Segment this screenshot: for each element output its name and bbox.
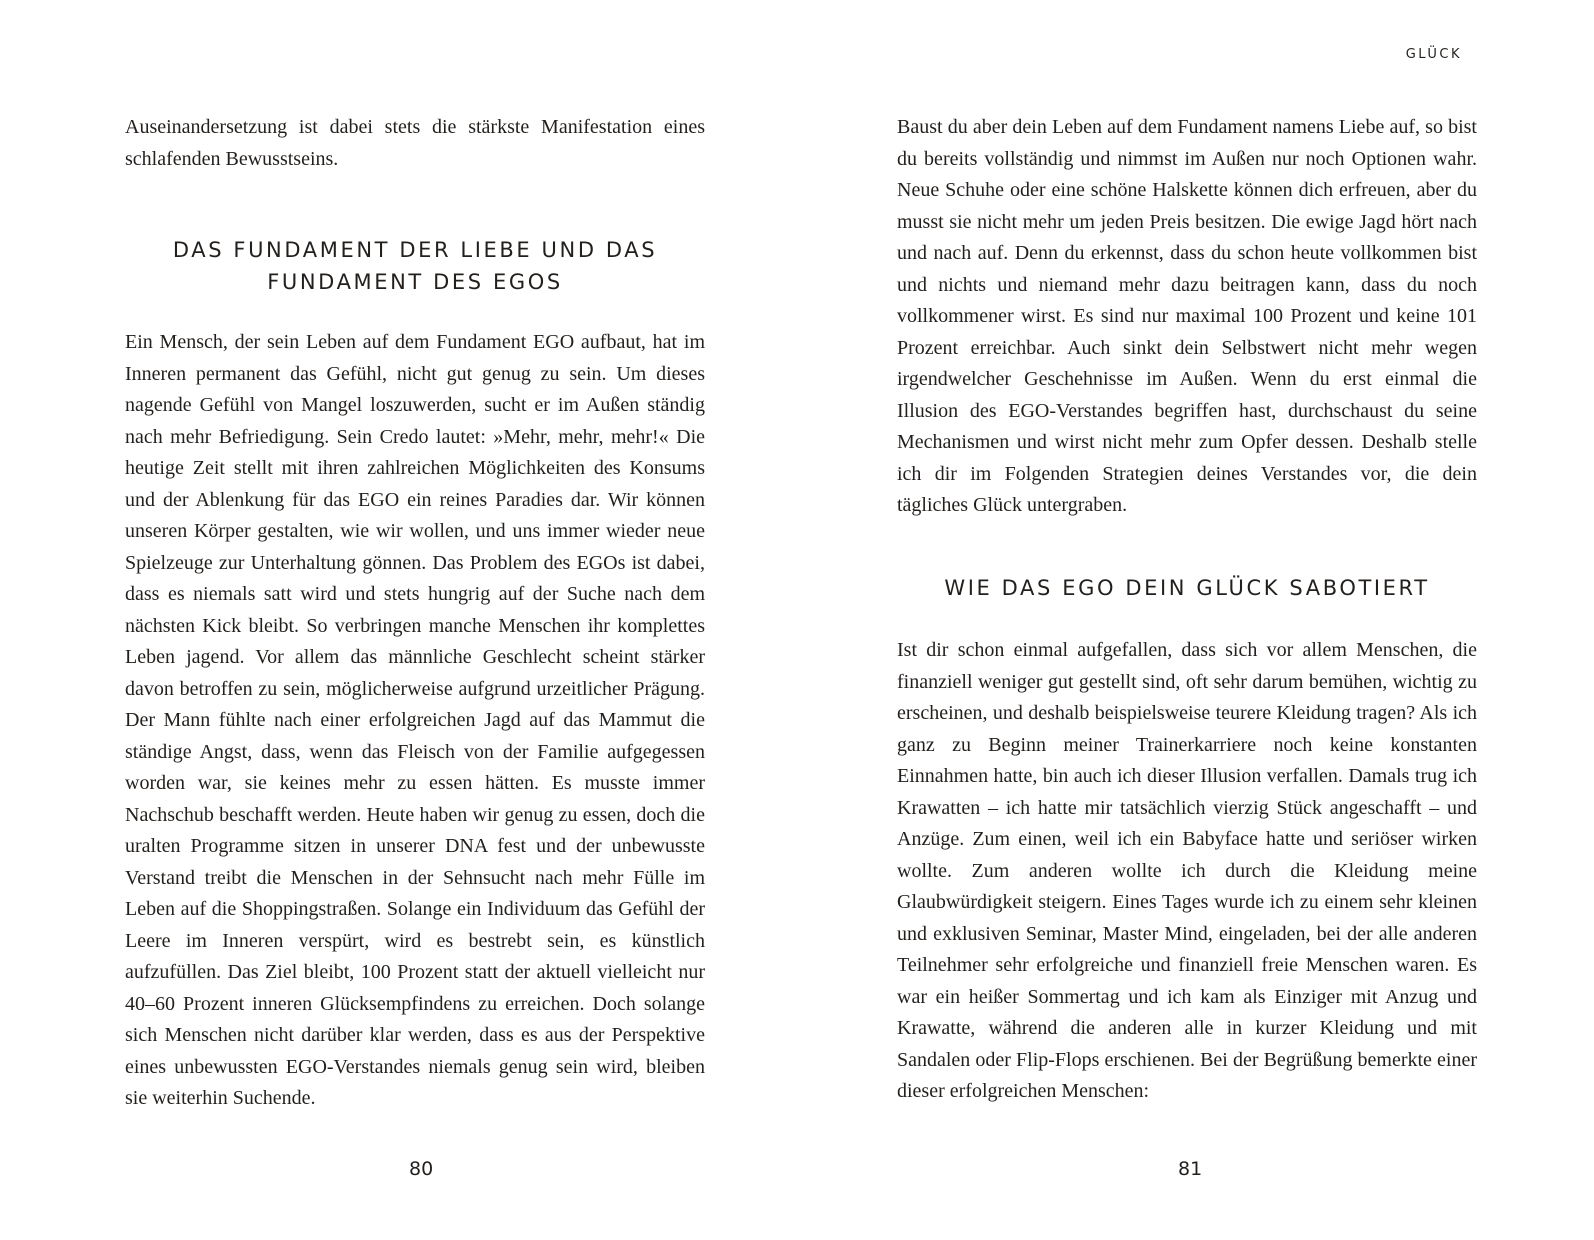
left-heading-block — [125, 234, 705, 298]
heading-line-2: FUNDAMENT DES EGOS — [267, 270, 563, 294]
carryover-paragraph: Auseinandersetzung ist dabei stets die stärkste Manifestation eines schlafenden Bewusstseins. — [125, 116, 705, 170]
right-heading-block — [897, 572, 1477, 604]
right-page — [797, 0, 1594, 1240]
section-heading-fundament — [125, 234, 705, 298]
heading-line-1: DAS FUNDAMENT DER LIEBE UND DAS — [172, 238, 658, 262]
page-number-left: 80 — [409, 1158, 434, 1180]
page-number-right: 81 — [1178, 1158, 1203, 1180]
left-carryover-block — [125, 112, 705, 175]
right-first-block — [897, 112, 1477, 522]
body-paragraph-2: Ist dir schon einmal aufgefallen, dass sich vor allem Menschen, die finanziell weniger gut gestellt sind, oft sehr darum bemühen, wichtig zu erscheinen, und deshalb beispielsweise teurere Kleidung tragen? Als ich ganz zu Beginn meiner Trainerkarriere noch keine konstanten Einnahmen hatte, bin auch ich dieser Illusion verfallen. Damals trug ich Krawatten – ich hatte mir tatsächlich vierzig Stück angeschafft – und Anzüge. Zum einen, weil ich ein Babyface hatte und seriöser wirken wollte. Zum anderen wollte ich durch die Kleidung meine Glaubwürdigkeit steigern. Eines Tages wurde ich zu einem sehr kleinen und exklusiven Seminar, Master Mind, eingeladen, bei der alle anderen Teilnehmer sehr erfolgreiche und finanziell freie Menschen waren. Es war ein heißer Sommertag und ich kam als Einziger mit Anzug und Krawatte, während die anderen alle in kurzer Kleidung und mit Sandalen oder Flip-Flops erschienen. Bei der Begrüßung bemerkte einer dieser erfolgreichen Menschen: — [897, 639, 1477, 1102]
left-body-block — [125, 327, 705, 1115]
right-second-block — [897, 635, 1477, 1108]
body-paragraph-1: Baust du aber dein Leben auf dem Fundament namens Liebe auf, so bist du bereits vollständig und nimmst im Außen nur noch Optionen wahr. Neue Schuhe oder eine schöne Halskette können dich erfreuen, aber du musst sie nicht mehr um jeden Preis besitzen. Die ewige Jagd hört nach und nach auf. Denn du erkennst, dass du schon heute vollkommen bist und nichts und niemand mehr dazu beitragen kann, dass du noch vollkommener wirst. Es sind nur maximal 100 Prozent und keine 101 Prozent erreichbar. Auch sinkt dein Selbstwert nicht mehr wegen irgendwelcher Geschehnisse im Außen. Wenn du erst einmal die Illusion des EGO-Verstandes begriffen hast, durchschaust du seine Mechanismen und wirst nicht mehr zum Opfer dessen. Deshalb stelle ich dir im Folgenden Strategien deines Verstandes vor, die dein tägliches Glück untergraben. — [897, 116, 1477, 516]
body-paragraph: Ein Mensch, der sein Leben auf dem Fundament EGO aufbaut, hat im Inneren permanent das Gefühl, nicht gut genug zu sein. Um dieses nagende Gefühl von Mangel loszuwerden, sucht er im Außen ständig nach mehr Befriedigung. Sein Credo lautet: »Mehr, mehr, mehr!« Die heutige Zeit stellt mit ihren zahlreichen Möglichkeiten des Konsums und der Ablenkung für das EGO ein reines Paradies dar. Wir können unseren Körper gestalten, wie wir wollen, und uns immer wieder neue Spielzeuge zur Unterhaltung gönnen. Das Problem des EGOs ist dabei, dass es niemals satt wird und stets hungrig auf der Suche nach dem nächsten Kick bleibt. So verbringen manche Menschen ihr komplettes Leben jagend. Vor allem das männliche Geschlecht scheint stärker davon betroffen zu sein, möglicherweise aufgrund urzeitlicher Prägung. Der Mann fühlte nach einer erfolgreichen Jagd auf das Mammut die ständige Angst, dass, wenn das Fleisch von der Familie aufgegessen worden war, sie keines mehr zu essen hätten. Es musste immer Nachschub beschafft werden. Heute haben wir genug zu essen, doch die uralten Programme sitzen in unserer DNA fest und der unbewusste Verstand treibt die Menschen in der Sehnsucht nach mehr Fülle im Leben auf die Shoppingstraßen. Solange ein Individuum das Gefühl der Leere im Inneren verspürt, wird es bestrebt sein, es künstlich aufzufüllen. Das Ziel bleibt, 100 Prozent statt der aktuell vielleicht nur 40–60 Prozent inneren Glücksempfindens zu erreichen. Doch solange sich Menschen nicht darüber klar werden, dass es aus der Perspektive eines unbewussten EGO-Verstandes niemals genug sein wird, bleiben sie weiterhin Suchende. — [125, 331, 705, 1109]
running-head: GLÜCK — [1405, 47, 1462, 62]
section-heading-ego: WIE DAS EGO DEIN GLÜCK SABOTIERT — [944, 576, 1430, 600]
